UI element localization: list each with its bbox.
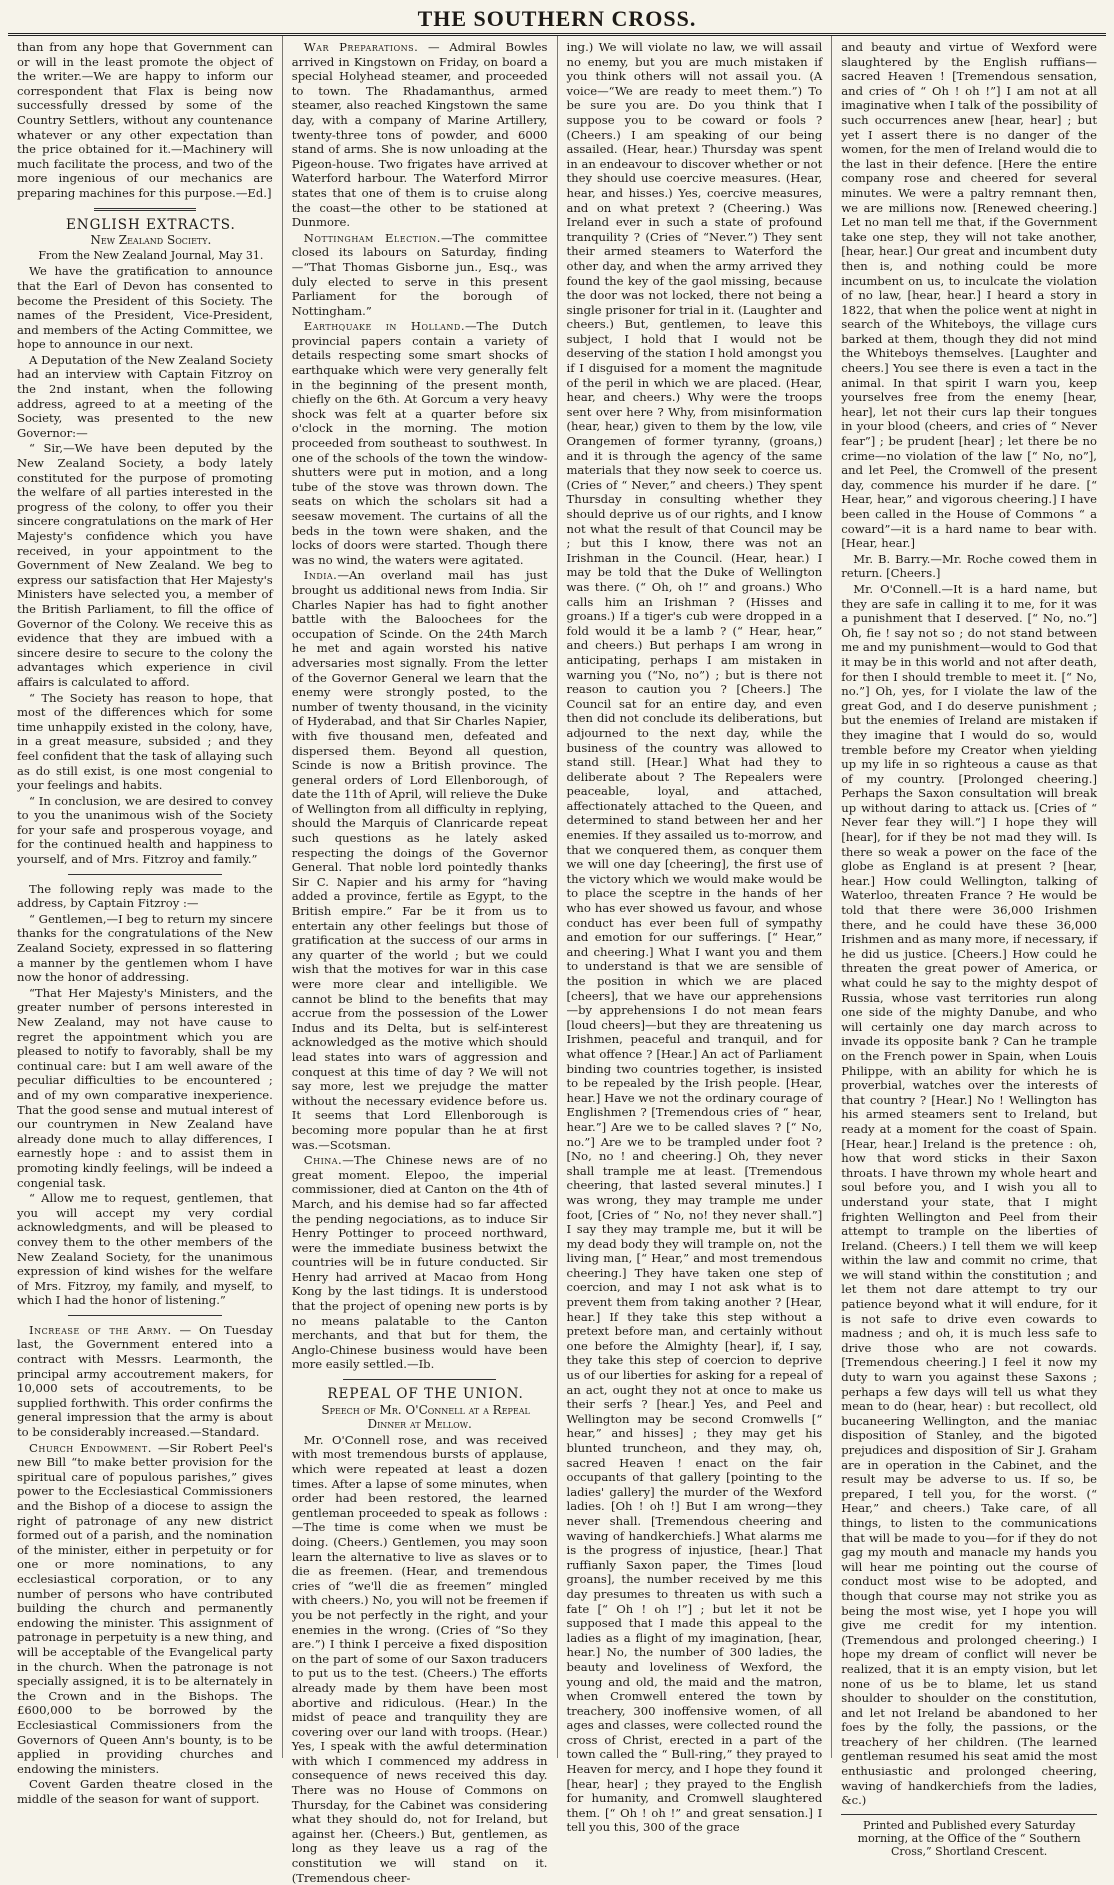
item-text: —Sir Robert Peel's new Bill “to make better provision for the spiritual care of populous parishes,” gives power to the Ecclesiastical Commissioners and the Bishop of a diocese to assign the right of patronage of any new district formed out of a parish, and the nomination of the minister, either in perpetuity or for one or more nominations, to any ecclesiastical corporation, or to any number of persons who have contributed building the church and permanently endowing the minister. This assignment of patronage in perpetuity is a new thing, and will be acceptable of the Evangelical party in the church. When the patronage is not specially assigned, it is to be alternately in the Crown and in the Bishops. The £600,000 to be borrowed by the Ecclesiastical Commissioners from the Governors of Queen Ann's bounty, is to be applied in providing churches and endowing the ministers. — [17, 1440, 273, 1776]
masthead: THE SOUTHERN CROSS. — [417, 6, 697, 31]
item-text: —The Chinese news are of no great moment. Elepoo, the imperial commissioner, died at Canton on the 4th of March, and his demise had so far affected the pending negociations, as to induce Sir Henry Pottinger to proceed northward, were the immediate business betwixt the countries will be in future conducted. Sir Henry had arrived at Macao from Hong Kong by the last tidings. It is understood that the project of opening new ports is by no means palatable to the Canton merchants, and that but for them, the Anglo-Chinese business would have been more easily settled.—Ib. — [291, 1153, 548, 1372]
paragraph: and beauty and virtue of Wexford were slaughtered by the English ruffians—sacred Heaven ! [Tremendous sensation, and cries of “ Oh ! oh !”] I am not at all imaginative when I talk of the possibility of such occurrences anew [hear, hear] ; but yet I assert there is no danger of the women, for the men of Ireland would die to the last in their defence. [Here the entire company rose and cheered for several minutes. We were a paltry remnant then, we are millions now. [Renewed cheering.] Let no man tell me that, if the Government take one step, they will not take another, [hear, hear.] Our great and incumbent duty then is, and nothing could be more incumbent on us, to inculcate the violation of no law, [hear, hear.] I heard a story in 1822, that when the police went at night in search of the Whiteboys, the village curs barked at them, though they did not mind the Whiteboys themselves. [Laughter and cheers.] You see there is even a tact in the animal. In that spirit I warn you, keep yourselves free from the enemy [hear, hear], let not their curs lap their tongues in your blood (cheers, and cries of “ Never fear”] ; be prudent [hear] ; let there be no crime—no violation of the law [“ No, no”], and let Peel, the Cromwell of the present day, commence his murder if he dare. [“ Hear, hear,” and vigorous cheering.] I have been called in the House of Commons “ a coward”—it is a hard name to bear with. [Hear, hear.] — [841, 40, 1097, 551]
paragraph: Mr. O'Connell rose, and was received with most tremendous bursts of applause, which were repeated at least a dozen times. After a lapse of some minutes, when order had been restored, the learned gentleman proceeded to speak as follows :—The time is come when we must be doing. (Cheers.) Gentlemen, you may soon learn the alternative to live as slaves or to die as freemen. (Hear, and tremendous cries of “we'll die as freemen” mingled with cheers.) No, you will not be freemen if you be not perfectly in the right, and your enemies in the wrong. (Cries of “So they are.”) I think I perceive a fixed disposition on the part of some of our Saxon traducers to put us to the test. (Cheers.) The efforts already made by them have been most abortive and ridiculous. (Hear.) In the midst of peace and tranquility they are covering over our land with troops. (Hear.) Yes, I speak with the awful determination with which I commenced my address in consequence of news received this day. There was no House of Commons on Thursday, for the Cabinet was considering what they should do, not for Ireland, but against her. (Cheers.) But, gentlemen, as long as they leave us a rag of the constitution we will stand on it. (Tremendous cheer- — [291, 1432, 548, 1885]
paragraph: than from any hope that Government can or will in the least promote the object of the writer.—We are happy to inform our correspondent that Flax is being now successfully dressed by some of the Country Settlers, without any countenance whatever or any other expectation than the price obtained for it.—Machinery will much facilitate the process, and two of the more ingenious of our mechanics are preparing machines for this purpose.—Ed.] — [17, 40, 273, 200]
column-1 — [8, 36, 282, 1806]
section-title: ENGLISH EXTRACTS. — [65, 216, 236, 233]
article-subtitle: Speech of Mr. O'Connell at a Repeal Dinner at Mellow. — [321, 1402, 530, 1432]
columns — [8, 36, 1106, 1885]
paragraph — [292, 231, 548, 319]
item-label: War Preparations. — [303, 40, 419, 54]
article-title: REPEAL OF THE UNION. — [327, 1386, 524, 1403]
paragraph: “ Gentlemen,—I beg to return my sincere thanks for the congratulations of the New Zealand Society, expressed in so flattering a manner by the gentlemen whom I have now the honor of addressing. — [17, 911, 273, 985]
item-label: Church Endowment. — [29, 1440, 152, 1455]
item-label: Earthquake in Holland. — [303, 319, 466, 334]
paragraph: “ The Society has reason to hope, that most of the differences which for some time unhappily existed in the colony, have, in a great measure, subsided ; and they feel confident that the task of allaying such as do still exist, is one most congenial to your feelings and habits. — [17, 690, 273, 793]
paragraph: The following reply was made to the address, by Captain Fitzroy :— — [17, 881, 273, 911]
paragraph: “ Sir,—We have been deputed by the New Zealand Society, a body lately constituted for the purpose of promoting the welfare of all parties interested in the progress of the colony, to offer you their sincere congratulations on the mark of Her Majesty's confidence which you have received, in your appointment to the Government of New Zealand. We beg to express our satisfaction that Her Majesty's Ministers have selected you, a member of the British Parliament, to fill the office of Governor of the Colony. We receive this as evidence that they are imbued with a sincere desire to secure to the colony the advantages which experience in civil affairs is calculated to afford. — [17, 441, 273, 689]
paragraph — [17, 1441, 273, 1777]
paragraph — [292, 568, 548, 1152]
imprint: Printed and Published every Saturday morning, at the Office of the “ Southern Cross,” Shortland Crescent. — [841, 1814, 1097, 1858]
item-text: —The committee closed its labours on Saturday, finding—“That Thomas Gisborne jun., Esq., was duly elected to serve in this present Parliament for the borough of Nottingham.” — [291, 230, 548, 318]
paragraph — [17, 1323, 273, 1440]
section-divider — [94, 208, 196, 211]
divider — [68, 874, 221, 875]
divider — [68, 1315, 221, 1316]
item-text: — On Tuesday last, the Government entered into a contract with Messrs. Learmonth, the principal army accoutrement makers, for 10,000 sets of accoutrements, to be supplied forthwith. This order confirms the general impression that the army is about to be considerably increased.—Standard. — [17, 1322, 273, 1440]
article-source: From the New Zealand Journal, May 31. — [38, 248, 264, 262]
paragraph: A Deputation of the New Zealand Society had an interview with Captain Fitzroy on the 2nd instant, when the following address, agreed to at a meeting of the Society, was presented to the new Governor:— — [17, 352, 273, 440]
paragraph — [292, 1153, 548, 1372]
paragraph: “ Allow me to request, gentlemen, that you will accept my very cordial acknowledgments, and will be pleased to convey them to the other members of the New Zealand Society, for the unanimous expression of kind wishes for the welfare of Mrs. Fitzroy, my family, and myself, to which I had the honor of listening.” — [17, 1191, 273, 1308]
paragraph: Mr. B. Barry.—Mr. Roche cowed them in return. [Cheers.] — [841, 551, 1097, 581]
item-text: —An overland mail has just brought us additional news from India. Sir Charles Napier has had to fight another battle with the Baloochees for the occupation of Scinde. On the 24th March he met and again worsted his native adversaries most signally. From the letter of the Governor General we learn that the enemy were strongly posted, to the number of twenty thousand, in the vicinity of Hyderabad, and that Sir Charles Napier, with five thousand men, defeated and dispersed them. Beyond all question, Scinde is now a British province. The general orders of Lord Ellenborough, of date the 11th of April, will relieve the Duke of Wellington from all difficulty in replying, should the Marquis of Clanricarde repeat such questions as he lately asked respecting the doings of the Governor General. That noble lord pointedly thanks Sir C. Napier and his army for “having added a province, fertile as Egypt, to the British empire.” Far be it from us to entertain any other feelings but those of gratification at the success of our arms in any quarter of the world ; but we could wish that the motives for war in this case were more clear and intelligible. We cannot be blind to the benefits that may accrue from the possession of the Lower Indus and its Delta, but is self-interest acknowledged as the motive which should lead states into wars of aggression and conquest at this time of day ? We will not say more, lest we prejudge the matter without the necessary evidence before us. It seems that Lord Ellenborough is becoming more popular than he at first was.—Scotsman. — [291, 568, 548, 1152]
item-label: India. — [303, 568, 338, 583]
column-4 — [831, 36, 1106, 1858]
paragraph: We have the gratification to announce that the Earl of Devon has consented to become the President of this Society. The names of the President, Vice-President, and members of the Acting Committee, we hope to announce in our next. — [17, 264, 273, 352]
paragraph: Mr. O'Connell.—It is a hard name, but they are safe in calling it to me, for it was a punishment that I deserved. [“ No, no.”] Oh, fie ! say not so ; do not stand between me and my punishment—would to God that it may be in this world and not after death, for then I should tremble to meet it. [“ No, no.”] Oh, yes, for I violate the law of the great God, and I do deserve punishment ; but the enemies of Ireland are mistaken if they imagine that I would do so, would tremble before my Creator when yielding up my life in so righteous a cause as that of my country. [Prolonged cheering.] Perhaps the Saxon consultation will break up without daring to attack us. [Cries of “ Never fear they will.”] I hope they will [hear], for if they be not mad they will. Is there so weak a power on the face of the globe as England is at present ? [hear, hear.] How could Wellington, talking of Waterloo, threaten France ? He would be told that there were 36,000 Irishmen there, and he could have these 36,000 Irishmen and as many more, if necessary, if he did us justice. [Cheers.] How could he threaten the great power of America, or what could he say to the mighty despot of Russia, whose vast territories run along one side of the mighty Danube, and who will certainly one day march across to invade its opposite bank ? Can he trample on the French power in Spain, when Louis Philippe, with an ability for which he is proverbial, watches over the interests of that country ? [Hear.] No ! Wellington has his armed steamers sent to Ireland, but ready at a moment for the coast of Spain. [Hear, hear.] Ireland is the pretence : oh, how that word sticks in their Saxon throats. I have thrown my whole heart and soul before you, and I wish you all to understand your state, that I might frighten Wellington and Peel from their attempt to trample on the liberties of Ireland. (Cheers.) I tell them we will keep within the law and commit no crime, that we will stand within the constitution ; and let them not dare attempt to try our patience beyond what it will endure, for it is not safe to drive even cowards to madness ; and oh, it is much less safe to drive those who are not cowards. [Tremendous cheering.] I feel it now my duty to warn you against these Saxons ; perhaps a few days will tell us what they mean to do (hear, hear) : but recollect, old bucaneering Wellington, and the maniac disposition of Stanley, and the bigoted prejudices and disposition of Sir J. Graham are in operation in the Cabinet, and the result may be adverse to us. If so, be prepared, I tell you, for the worst. (“ Hear,” and cheers.) Take care, of all things, to listen to the communications that will be made to you—for if they do not gag my mouth and manacle my hands you will hear me pointing out the course of conduct most wise to be adopted, and though that course may not strike you as being the most wise, yet I hope you will give me credit for my intention. (Tremendous and prolonged cheering.) I hope my dream of conflict will never be realized, that it is an empty vision, but let none of us be to blame, let us stand shoulder to shoulder on the constitution, and let not Ireland be abandoned to her foes by the folly, the passions, or the treachery of her children. (The learned gentleman resumed his seat amid the most enthusiastic and prolonged cheering, waving of handkerchiefs from the ladies, &c.) — [841, 581, 1097, 1808]
item-label: China. — [303, 1153, 343, 1168]
divider — [343, 1379, 496, 1380]
paragraph — [292, 319, 548, 567]
paragraph: ing.) We will violate no law, we will assail no enemy, but you are much mistaken if you think others will not assail you. (A voice—“We are ready to meet them.”) To be sure you are. Do you think that I suppose you to be coward or fools ? (Cheers.) I am speaking of our being assailed. (Hear, hear.) Thursday was spent in an endeavour to discover whether or not they should use coercive measures. (Hear, hear, and hisses.) Yes, coercive measures, and on what pretext ? (Cheering.) Was Ireland ever in such a state of profound tranquility ? (Cries of “Never.”) They sent their armed steamers to Waterford the other day, and when the army arrived they found the key of the gaol missing, because the door was not locked, there not being a single prisoner for trial in it. (Laughter and cheers.) But, gentlemen, to leave this subject, I hold that I would not be deserving of the station I hold amongst you if I disguised for a moment the magnitude of the peril in which we are placed. (Hear, hear, and cheers.) Why were the troops sent over here ? Why, from misinformation (hear, hear,) given to them by the low, vile Orangemen of former tyranny, (groans,) and it is through the agency of the same materials that they now seek to coerce us. (Cries of “ Never,” and cheers.) They spent Thursday in consulting whether they should deprive us of our rights, and I know not what the result of that Council may be ; but this I know, there was not an Irishman in the Council. (Hear, hear.) I may be told that the Duke of Wellington was there. (“ Oh, oh !” and groans.) Who calls him an Irishman ? (Hisses and groans.) If a tiger's cub were dropped in a fold would it be a lamb ? (“ Hear, hear,” and cheers.) But perhaps I am wrong in anticipating, perhaps I am mistaken in warning you (“No, no”) ; but is there not reason to caution you ? [Cheers.] The Council sat for an entire day, and even then did not conclude its deliberations, but adjourned to the next day, while the business of the country was allowed to stand still. [Hear.] What had they to deliberate about ? The Repealers were peaceable, loyal, and attached, affectionately attached to the Queen, and determined to stand between her and her enemies. If they assailed us to-morrow, and that we conquered them, as conquer them we will one day [cheering], the first use of the victory which we would make would be to place the sceptre in the hands of her who has ever showed us favour, and whose conduct has ever been full of sympathy and emotion for our sufferings. [“ Hear,” and cheering.] What I want you and them to understand is that we are sensible of the position in which we are placed [cheers], that we have our apprehensions—by apprehensions I do not mean fears [loud cheers]—but they are threatening us Irishmen, peaceful and tranquil, and for what offence ? [Hear.] An act of Parliament binding two countries together, is insisted to be repealed by the Irish people. [Hear, hear.] Have we not the ordinary courage of Englishmen ? [Tremendous cries of “ hear, hear.”] Are we to be called slaves ? [“ No, no.”] Are we to be trampled under foot ? [No, no ! and cheering.] Oh, they never shall trample me at least. [Tremendous cheering, that lasted several minutes.] I was wrong, they may trample me under foot, [Cries of “ No, no! they never shall.”] I say they may trample me, but it will be my dead body they will trample on, not the living man, [“ Hear,” and most tremendous cheering.] They have taken one step of coercion, and may I not ask what is to prevent them from taking another ? [Hear, hear.] If they take this step without a pretext before man, and certainly without one before the Almighty [hear], if, I say, they take this step of coercion to deprive us of our liberties for asking for a repeal of an act, ought they not at once to make us their serfs ? [hear.] Yes, and Peel and Wellington may be second Cromwells [“ hear,” and hisses] ; they may get his blunted truncheon, and they may, oh, sacred Heaven ! enact on the fair occupants of that gallery [pointing to the ladies' gallery] the murder of the Wexford ladies. [Oh ! oh !] But I am wrong—they never shall. [Tremendous cheering and waving of handkerchiefs.] What alarms me is the progress of injustice, [hear.] That ruffianly Saxon paper, the Times [loud groans], the number received by me this day presumes to threaten us with such a fate [“ Oh ! oh !”] ; but let it not be supposed that I made this appeal to the ladies as a flight of my imagination, [hear, hear.] No, the number of 300 ladies, the beauty and loveliness of Wexford, the young and old, the maid and the matron, when Cromwell entered the town by treachery, 300 inoffensive women, of all ages and classes, were collected round the cross of Christ, erected in a part of the town called the “ Bull-ring,” they prayed to Heaven for mercy, and I hope they found it [hear, hear] ; they prayed to the English for humanity, and Cromwell slaughtered them. [“ Oh ! oh !” and great sensation.] I tell you this, 300 of the grace — [566, 40, 823, 1835]
article-title: New Zealand Society. — [90, 233, 212, 248]
column-3 — [557, 36, 832, 1835]
item-label: Nottingham Election. — [303, 230, 441, 245]
item-label: Increase of the Army. — [29, 1322, 172, 1337]
column-2 — [282, 36, 557, 1885]
paragraph: “That Her Majesty's Ministers, and the greater number of persons interested in New Zealand, may not have cause to regret the appointment which you are pleased to notify to favorably, shall be my continual care: but I am well aware of the peculiar difficulties to be encountered ; and of my own comparative inexperience. That the good sense and mutual interest of our countrymen in New Zealand have already done much to allay differences, I earnestly hope : and to assist them in promoting kindly feelings, will be indeed a congenial task. — [17, 985, 273, 1190]
paragraph: “ In conclusion, we are desired to convey to you the unanimous wish of the Society for your safe and prosperous voyage, and for the continued health and happiness to yourself, and of Mrs. Fitzroy and family.” — [17, 793, 273, 867]
item-text: — Admiral Bowles arrived in Kingstown on Friday, on board a special Holyhead steamer, and proceeded to town. The Rhadamanthus, armed steamer, also reached Kingstown the same day, with a company of Marine Artillery, twenty-three tons of powder, and 6000 stand of arms. She is now unloading at the Pigeon-house. Two frigates have arrived at Waterford harbour. The Waterford Mirror states that one of them is to cruise along the coast—the other to be stationed at Dunmore. — [291, 40, 548, 230]
item-text: —The Dutch provincial papers contain a variety of details respecting some smart shocks of earthquake which were very generally felt in the beginning of the present month, chiefly on the 6th. At Gorcum a very heavy shock was felt at a quarter before six o'clock in the morning. The motion proceeded from southeast to southwest. In one of the schools of the town the window-shutters were put in motion, and a long tube of the stove was thrown down. The seats on which the scholars sit had a seesaw movement. The curtains of all the beds in the town were shaken, and the locks of doors were started. Though there was no wind, the waters were agitated. — [291, 319, 548, 567]
paragraph: Covent Garden theatre closed in the middle of the season for want of support. — [17, 1777, 273, 1806]
paragraph — [292, 40, 548, 230]
